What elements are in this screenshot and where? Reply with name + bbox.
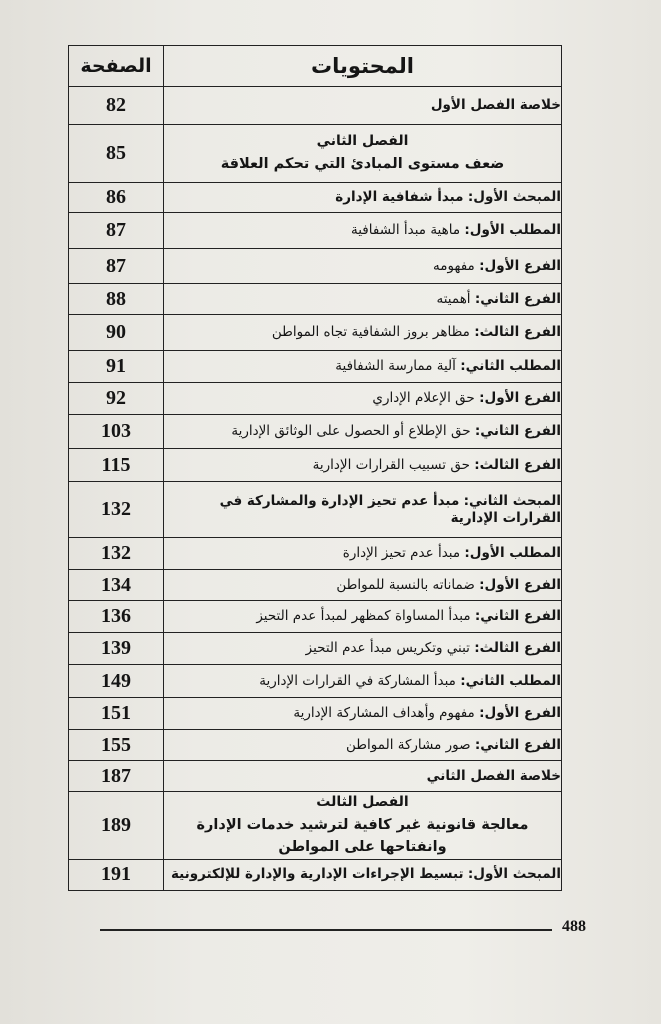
toc-page-number: 87 [69,249,164,284]
toc-row [69,698,562,730]
toc-entry-label: الفرع الثاني: [474,608,561,625]
toc-entry-label: الفرع الأول: [479,576,561,593]
toc-entry [164,213,562,249]
toc-row [69,351,562,383]
toc-entry [164,315,562,351]
toc-entry-title: مبدأ عدم تحيز الإدارة والمشاركة في القرارات الإدارية [219,492,561,526]
chapter-heading-line1: الفصل الثاني [316,133,409,150]
toc-page-number: 189 [69,792,164,860]
toc-row [69,601,562,633]
toc-row [69,665,562,698]
chapter-heading [164,792,561,859]
chapter-heading-line3: وانفتاحها على المواطن [278,839,447,856]
toc-page-number: 87 [69,213,164,249]
toc-page-number: 132 [69,482,164,538]
toc-entry-title: مبدأ المساواة كمظهر لمبدأ عدم التحيز [256,608,471,625]
toc-entry-title: مبدأ شفافية الإدارة [335,189,464,206]
toc-page-number: 139 [69,633,164,665]
toc-entry [164,482,562,538]
toc-row [69,315,562,351]
toc-entry [164,87,562,125]
toc-entry-label: المطلب الأول: [464,545,561,562]
toc-entry [164,633,562,665]
toc-page-number: 187 [69,761,164,792]
toc-entry-label: المطلب الثاني: [460,672,561,689]
toc-entry-title: مبدأ المشاركة في القرارات الإدارية [259,672,456,689]
toc-entry-label: الفرع الثالث: [474,456,561,473]
toc-entry [164,538,562,570]
toc-entry [164,383,562,415]
toc-entry-label: المبحث الثاني: [463,492,561,509]
chapter-heading-line2: معالجة قانونية غير كافية لترشيد خدمات الإدارة [196,816,529,833]
toc-row [69,792,562,860]
toc-entry [164,698,562,730]
toc-page-number: 85 [69,125,164,183]
toc-entry-title: حق الإعلام الإداري [372,390,475,407]
toc-row [69,482,562,538]
toc-row [69,249,562,284]
toc-entry [164,249,562,284]
toc-entry-title: مبدأ عدم تحيز الإدارة [342,545,461,562]
toc-entry-title: مفهومه [433,257,475,274]
toc-entry-label: المطلب الثاني: [460,358,561,375]
toc-body [69,87,562,891]
toc-entry [164,730,562,761]
toc-entry-label: المطلب الأول: [464,222,561,239]
toc-entry-label: الفرع الثاني: [474,290,561,307]
toc-entry-title: آلية ممارسة الشفافية [335,358,456,375]
toc-row [69,415,562,449]
toc-row [69,538,562,570]
toc-row [69,125,562,183]
toc-entry-title: ضماناته بالنسبة للمواطن [336,576,475,593]
toc-entry-title: تبني وتكريس مبدأ عدم التحيز [305,640,470,657]
toc-row [69,761,562,792]
toc-entry [164,859,562,890]
toc-page-number: 132 [69,538,164,570]
toc-row [69,213,562,249]
toc-page-number: 149 [69,665,164,698]
toc-page-number: 151 [69,698,164,730]
chapter-heading [164,131,561,175]
toc-entry [164,183,562,213]
toc-entry [164,415,562,449]
toc-page-number: 88 [69,284,164,315]
toc-page-number: 115 [69,449,164,482]
toc-entry-title: مفهوم وأهداف المشاركة الإدارية [293,705,475,722]
toc-entry [164,125,562,183]
toc-page-number: 134 [69,570,164,601]
toc-row [69,284,562,315]
toc-entry [164,351,562,383]
toc-row [69,730,562,761]
toc-entry-title: مظاهر بروز الشفافية تجاه المواطن [271,324,470,341]
table-header-row [69,46,562,87]
toc-entry-title: خلاصة الفصل الأول [430,97,561,114]
toc-page-number: 86 [69,183,164,213]
toc-row [69,859,562,890]
toc-entry-label: المبحث الأول: [467,866,561,883]
toc-entry [164,449,562,482]
toc-entry [164,792,562,860]
toc-entry-title: خلاصة الفصل الثاني [426,767,561,784]
toc-entry-label: الفرع الأول: [479,705,561,722]
toc-page-number: 136 [69,601,164,633]
toc-entry [164,665,562,698]
toc-row [69,633,562,665]
toc-page-number: 91 [69,351,164,383]
contents-column-header: المحتويات [164,46,562,87]
toc-page-number: 92 [69,383,164,415]
toc-page-number: 90 [69,315,164,351]
chapter-heading-line1: الفصل الثالث [316,794,409,810]
toc-page-number: 82 [69,87,164,125]
toc-page-number: 191 [69,859,164,890]
toc-entry-title: تبسيط الإجراءات الإدارية والإدارة للإلكترونية [170,866,464,883]
toc-entry-label: الفرع الأول: [479,257,561,274]
toc-entry-title: ماهية مبدأ الشفافية [350,222,461,239]
toc-row [69,183,562,213]
toc-entry-label: الفرع الأول: [479,390,561,407]
toc-entry-label: المبحث الأول: [467,189,561,206]
toc-entry-title: حق الإطلاع أو الحصول على الوثائق الإدارية [231,423,471,440]
toc-row [69,449,562,482]
toc-row [69,383,562,415]
toc-entry [164,284,562,315]
toc-page-number: 103 [69,415,164,449]
toc-entry-label: الفرع الثاني: [474,736,561,753]
toc-row [69,87,562,125]
toc-entry-title: أهميته [436,290,471,307]
toc-entry-label: الفرع الثالث: [474,324,561,341]
toc-page-number: 155 [69,730,164,761]
chapter-heading-line2: ضعف مستوى المبادئ التي تحكم العلاقة [220,156,505,173]
toc-entry [164,601,562,633]
page-column-header: الصفحة [69,46,164,87]
toc-entry [164,761,562,792]
toc-row [69,570,562,601]
footer-rule [100,929,552,931]
toc-entry-label: الفرع الثالث: [474,640,561,657]
toc-entry-title: حق تسبيب القرارات الإدارية [312,456,470,473]
toc-entry [164,570,562,601]
toc-entry-label: الفرع الثاني: [474,423,561,440]
page-number: 488 [562,918,586,935]
table-of-contents [68,45,562,891]
toc-entry-title: صور مشاركة المواطن [346,736,471,753]
